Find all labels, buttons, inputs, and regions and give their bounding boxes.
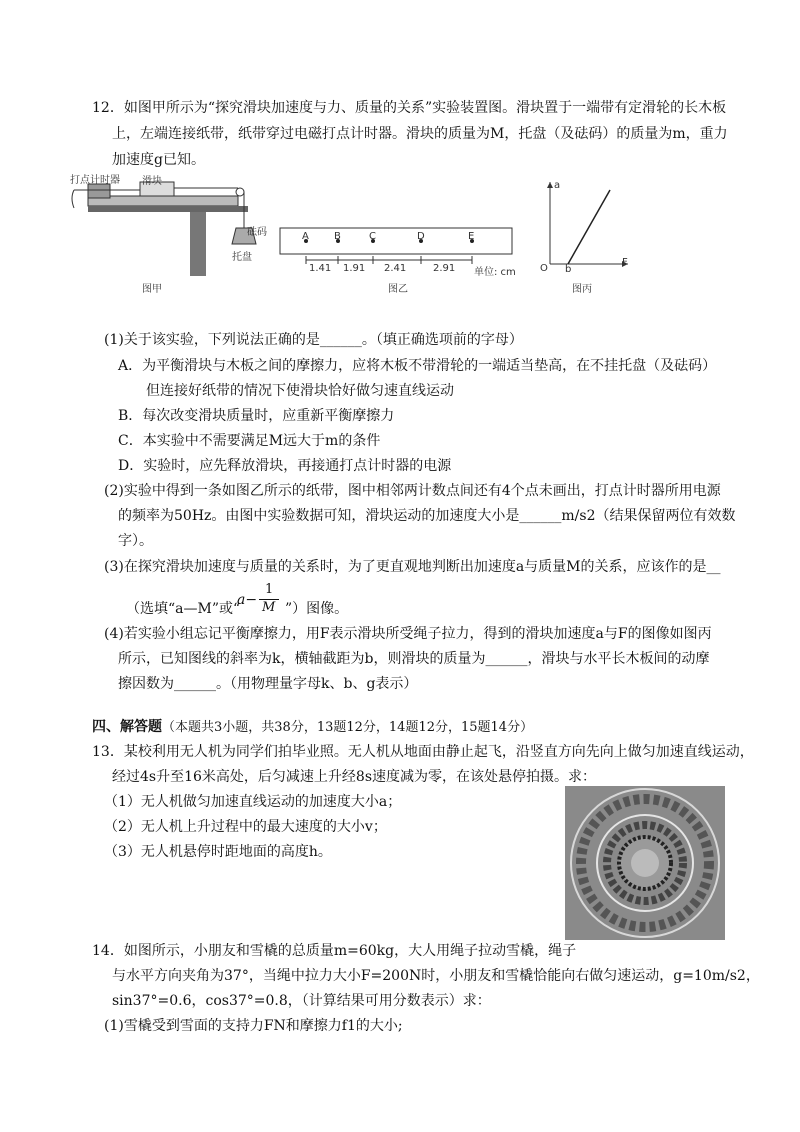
- graph-origin-label: O: [540, 263, 548, 274]
- q12-line-2: 上，左端连接纸带，纸带穿过电磁打点计时器。滑块的质量为M，托盘（及砝码）的质量为m，重力: [112, 126, 728, 142]
- tape-point-a: A: [302, 231, 309, 242]
- q12-sub-4-line-2: 所示，已知图线的斜率为k，横轴截距为b，则滑块的质量为______，滑块与水平长木板间的动摩: [118, 651, 710, 667]
- q12-option-a-line-2: 但连接好纸带的情况下使滑块恰好做匀速直线运动: [146, 383, 454, 399]
- q12-sub-4-line-3: 擦因数为______。（用物理量字母k、b、g表示）: [118, 676, 418, 692]
- fraction-numerator: 1: [265, 582, 274, 597]
- q14-line-3: sin37°=0.6，cos37°=0.8，（计算结果可用分数表示）求：: [112, 993, 491, 1009]
- q13-sub-1: （1）无人机做匀加速直线运动的加速度大小a；: [104, 794, 402, 810]
- q12-line-1: 12．如图甲所示为“探究滑块加速度与力、质量的关系”实验装置图。滑块置于一端带有定滑轮的长木板: [92, 100, 727, 116]
- q12-option-b: B．每次改变滑块质量时，应重新平衡摩擦力: [118, 408, 395, 424]
- tape-distance-cd: 2.41: [384, 263, 407, 274]
- label-timer: 打点计时器: [70, 175, 120, 186]
- tape-point-e: E: [468, 231, 475, 242]
- q14-line-1: 14．如图所示，小朋友和雪橇的总质量m=60kg，大人用绳子拉动雪橇，绳子: [92, 943, 577, 959]
- q12-sub-3-line-1: (3)在探究滑块加速度与质量的关系时，为了更直观地判断出加速度a与质量M的关系，应该作的是__: [104, 559, 721, 575]
- fraction-denominator: M: [262, 600, 276, 615]
- q12-option-a-line-1: A．为平衡滑块与木板之间的摩擦力，应将木板不带滑轮的一端适当垫高，在不挂托盘（及砝码）: [118, 358, 717, 374]
- q12-sub-3-line-2: （选填“a—M”或“: [126, 601, 241, 617]
- q12-sub-1: (1)关于该实验，下列说法正确的是______。（填正确选项前的字母）: [104, 332, 523, 348]
- label-block: 滑块: [142, 176, 162, 187]
- tape-distance-bc: 1.91: [343, 263, 366, 274]
- label-weight: 砝码: [247, 227, 267, 238]
- caption-jia: 图甲: [142, 284, 162, 295]
- q13-sub-2: （2）无人机上升过程中的最大速度的大小v；: [104, 819, 387, 835]
- q13-line-2: 经过4s升至16米高处，后匀减速上升经8s速度减为零，在该处悬停拍摄。求：: [112, 769, 596, 785]
- q12-sub-2-line-3: 字）。: [118, 533, 153, 549]
- q12-sub-3-line-2-end: ”）图像。: [285, 601, 349, 617]
- q12-sub-2-line-1: (2)实验中得到一条如图乙所示的纸带，图中相邻两计数点间还有4个点未画出，打点计时器所用电源: [104, 483, 721, 499]
- caption-yi: 图乙: [388, 284, 408, 295]
- q14-line-2: 与水平方向夹角为37°，当绳中拉力大小F=200N时，小朋友和雪橇恰能向右做匀速运动，g=10m/s2，: [112, 968, 760, 984]
- tape-unit: 单位: cm: [474, 267, 516, 278]
- section-four-heading: [92, 717, 533, 738]
- tape-distance-ab: 1.41: [309, 263, 332, 274]
- q12-line-3: 加速度g已知。: [112, 152, 205, 168]
- section-four-note: （本题共3小题，共38分，13题12分，14题12分，15题14分）: [162, 720, 534, 735]
- graph-intercept-label: b: [565, 264, 572, 275]
- q12-sub-4-line-1: (4)若实验小组忘记平衡摩擦力，用F表示滑块所受绳子拉力，得到的滑块加速度a与F的图像如图丙: [104, 626, 712, 642]
- graph-y-axis-label: a: [554, 180, 561, 191]
- q12-option-c: C．本实验中不需要满足M远大于m的条件: [118, 433, 381, 449]
- q13-line-1: 13．某校利用无人机为同学们拍毕业照。无人机从地面由静止起飞，沿竖直方向先向上做匀加速直线运动，: [92, 744, 754, 760]
- graph-x-axis-label: F: [622, 257, 628, 268]
- tape-point-d: D: [417, 231, 425, 242]
- tape-point-b: B: [334, 231, 341, 242]
- q14-sub-1: (1)雪橇受到雪面的支持力FN和摩擦力f1的大小;: [104, 1018, 403, 1034]
- label-tray: 托盘: [232, 252, 252, 263]
- graduation-photo: [565, 786, 725, 940]
- q12-sub-2-line-2: 的频率为50Hz。由图中实验数据可知，滑块运动的加速度大小是______m/s2（结果保留两位有效数: [118, 508, 736, 524]
- tape-point-c: C: [369, 231, 376, 242]
- figure-bing-graph: [536, 176, 636, 276]
- q13-sub-3: （3）无人机悬停时距地面的高度h。: [104, 844, 332, 860]
- tape-distance-de: 2.91: [433, 263, 456, 274]
- q12-option-d: D．实验时，应先释放滑块，再接通打点计时器的电源: [118, 458, 452, 474]
- section-four-title: 四、解答题: [92, 719, 162, 735]
- fraction-prefix: a−: [237, 592, 258, 608]
- figure-jia-apparatus: [70, 168, 270, 298]
- caption-bing: 图丙: [572, 284, 592, 295]
- graduation-photo-graphic: [565, 786, 725, 940]
